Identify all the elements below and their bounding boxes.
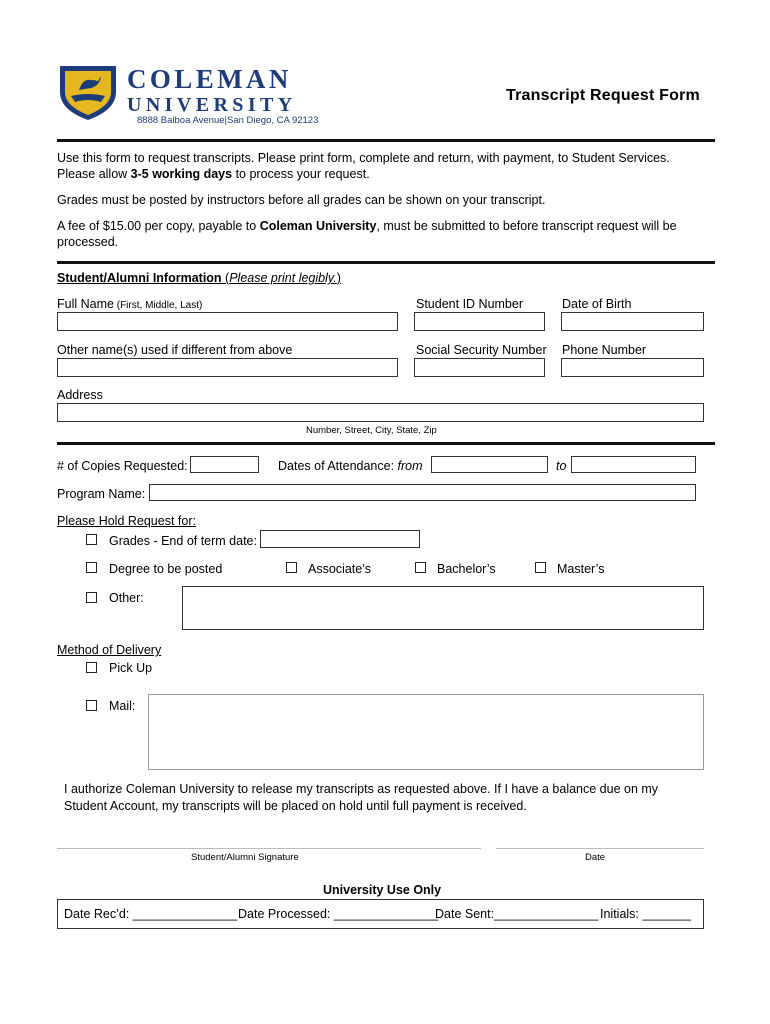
address-label: Address bbox=[57, 388, 103, 402]
university-address: 8888 Balboa Avenue|San Diego, CA 92123 bbox=[137, 115, 319, 126]
university-name-line2: UNIVERSITY bbox=[127, 94, 297, 116]
intro-paragraph-3a bbox=[57, 219, 677, 234]
copies-field[interactable] bbox=[190, 456, 259, 473]
mail-checkbox[interactable] bbox=[86, 700, 97, 711]
intro-paragraph-1a: Use this form to request transcripts. Please print form, complete and return, with payment, to Student Services. bbox=[57, 151, 670, 165]
ssn-label: Social Security Number bbox=[416, 343, 547, 357]
date-label: Date bbox=[585, 852, 606, 863]
phone-field[interactable] bbox=[561, 358, 704, 377]
other-text-field[interactable] bbox=[182, 586, 704, 630]
other-names-label: Other name(s) used if different from above bbox=[57, 343, 293, 357]
other-label: Other: bbox=[109, 591, 144, 605]
date-processed: Date Processed: _______________ bbox=[238, 907, 439, 921]
student-info-heading-paren-open: ( bbox=[221, 271, 230, 285]
grades-checkbox[interactable] bbox=[86, 534, 97, 545]
program-label: Program Name: bbox=[57, 487, 146, 501]
signature-line[interactable] bbox=[57, 848, 481, 849]
other-names-field[interactable] bbox=[57, 358, 398, 377]
degree-label: Degree to be posted bbox=[109, 562, 223, 576]
date-received: Date Rec’d: _______________ bbox=[64, 907, 238, 921]
student-id-field[interactable] bbox=[414, 312, 545, 331]
phone-label: Phone Number bbox=[562, 343, 647, 357]
intro-3-pre: A fee of $15.00 per copy, payable to bbox=[57, 219, 260, 233]
associates-label: Associate’s bbox=[308, 562, 371, 576]
masters-checkbox[interactable] bbox=[535, 562, 546, 573]
dob-field[interactable] bbox=[561, 312, 704, 331]
student-id-label: Student ID Number bbox=[416, 297, 523, 311]
address-hint: Number, Street, City, State, Zip bbox=[306, 425, 437, 436]
attendance-to-label bbox=[556, 459, 566, 474]
intro-1b-post: to process your request. bbox=[232, 167, 370, 181]
hold-request-heading: Please Hold Request for: bbox=[57, 514, 196, 528]
intro-paragraph-2: Grades must be posted by instructors before all grades can be shown on your transcript. bbox=[57, 193, 546, 207]
full-name-label bbox=[57, 297, 202, 312]
mail-address-field[interactable] bbox=[148, 694, 704, 770]
full-name-field[interactable] bbox=[57, 312, 398, 331]
student-info-heading-bold: Student/Alumni Information bbox=[57, 271, 222, 285]
student-info-heading-italic: Please print legibly. bbox=[229, 271, 337, 285]
date-line[interactable] bbox=[496, 848, 704, 849]
date-sent: Date Sent:_______________ bbox=[435, 907, 599, 921]
attendance-from-label: from bbox=[397, 459, 423, 473]
program-field[interactable] bbox=[149, 484, 696, 501]
dob-label: Date of Birth bbox=[562, 297, 632, 311]
office-use-heading-text: University Use Only bbox=[323, 883, 442, 897]
header-divider bbox=[57, 139, 715, 142]
intro-3-post: , must be submitted to before transcript request will be bbox=[376, 219, 677, 233]
other-checkbox[interactable] bbox=[86, 592, 97, 603]
university-crest-icon bbox=[57, 62, 119, 122]
authorization-line1: I authorize Coleman University to release my transcripts as requested above. If I have a balance due on my bbox=[64, 782, 659, 796]
ssn-field[interactable] bbox=[414, 358, 545, 377]
attendance-to-field[interactable] bbox=[571, 456, 696, 473]
address-field[interactable] bbox=[57, 403, 704, 422]
pickup-checkbox[interactable] bbox=[86, 662, 97, 673]
bachelors-checkbox[interactable] bbox=[415, 562, 426, 573]
initials: Initials: _______ bbox=[600, 907, 692, 921]
associates-checkbox[interactable] bbox=[286, 562, 297, 573]
copies-label: # of Copies Requested: bbox=[57, 459, 188, 473]
student-info-heading-paren-close: ) bbox=[336, 271, 341, 285]
pickup-label: Pick Up bbox=[109, 661, 153, 675]
university-name-line1: COLEMAN bbox=[127, 64, 292, 94]
student-info-divider bbox=[57, 442, 715, 445]
intro-3-bold: Coleman University bbox=[259, 219, 377, 233]
intro-1b-bold: 3-5 working days bbox=[130, 167, 233, 181]
attendance-from-field[interactable] bbox=[431, 456, 548, 473]
bachelors-label: Bachelor’s bbox=[437, 562, 496, 576]
mail-label: Mail: bbox=[109, 699, 136, 713]
signature-label: Student/Alumni Signature bbox=[191, 852, 299, 863]
student-info-heading bbox=[57, 271, 341, 286]
masters-label: Master’s bbox=[557, 562, 605, 576]
attendance-label-text: Dates of Attendance: bbox=[278, 459, 398, 473]
grades-label: Grades - End of term date: bbox=[109, 534, 257, 548]
degree-checkbox[interactable] bbox=[86, 562, 97, 573]
intro-paragraph-3b: processed. bbox=[57, 235, 119, 249]
intro-1b-pre: Please allow bbox=[57, 167, 131, 181]
office-use-heading bbox=[323, 883, 441, 898]
full-name-label-text: Full Name bbox=[57, 297, 114, 311]
grades-term-date-field[interactable] bbox=[260, 530, 420, 548]
intro-divider bbox=[57, 261, 715, 264]
full-name-hint: (First, Middle, Last) bbox=[113, 300, 203, 311]
attendance-label bbox=[278, 459, 423, 474]
authorization-line2: Student Account, my transcripts will be placed on hold until full payment is received. bbox=[64, 799, 527, 813]
university-logo bbox=[57, 62, 319, 128]
delivery-heading: Method of Delivery bbox=[57, 643, 162, 657]
attendance-to-label-text: to bbox=[556, 459, 567, 473]
intro-paragraph-1b bbox=[57, 167, 370, 182]
form-title: Transcript Request Form bbox=[506, 87, 700, 104]
